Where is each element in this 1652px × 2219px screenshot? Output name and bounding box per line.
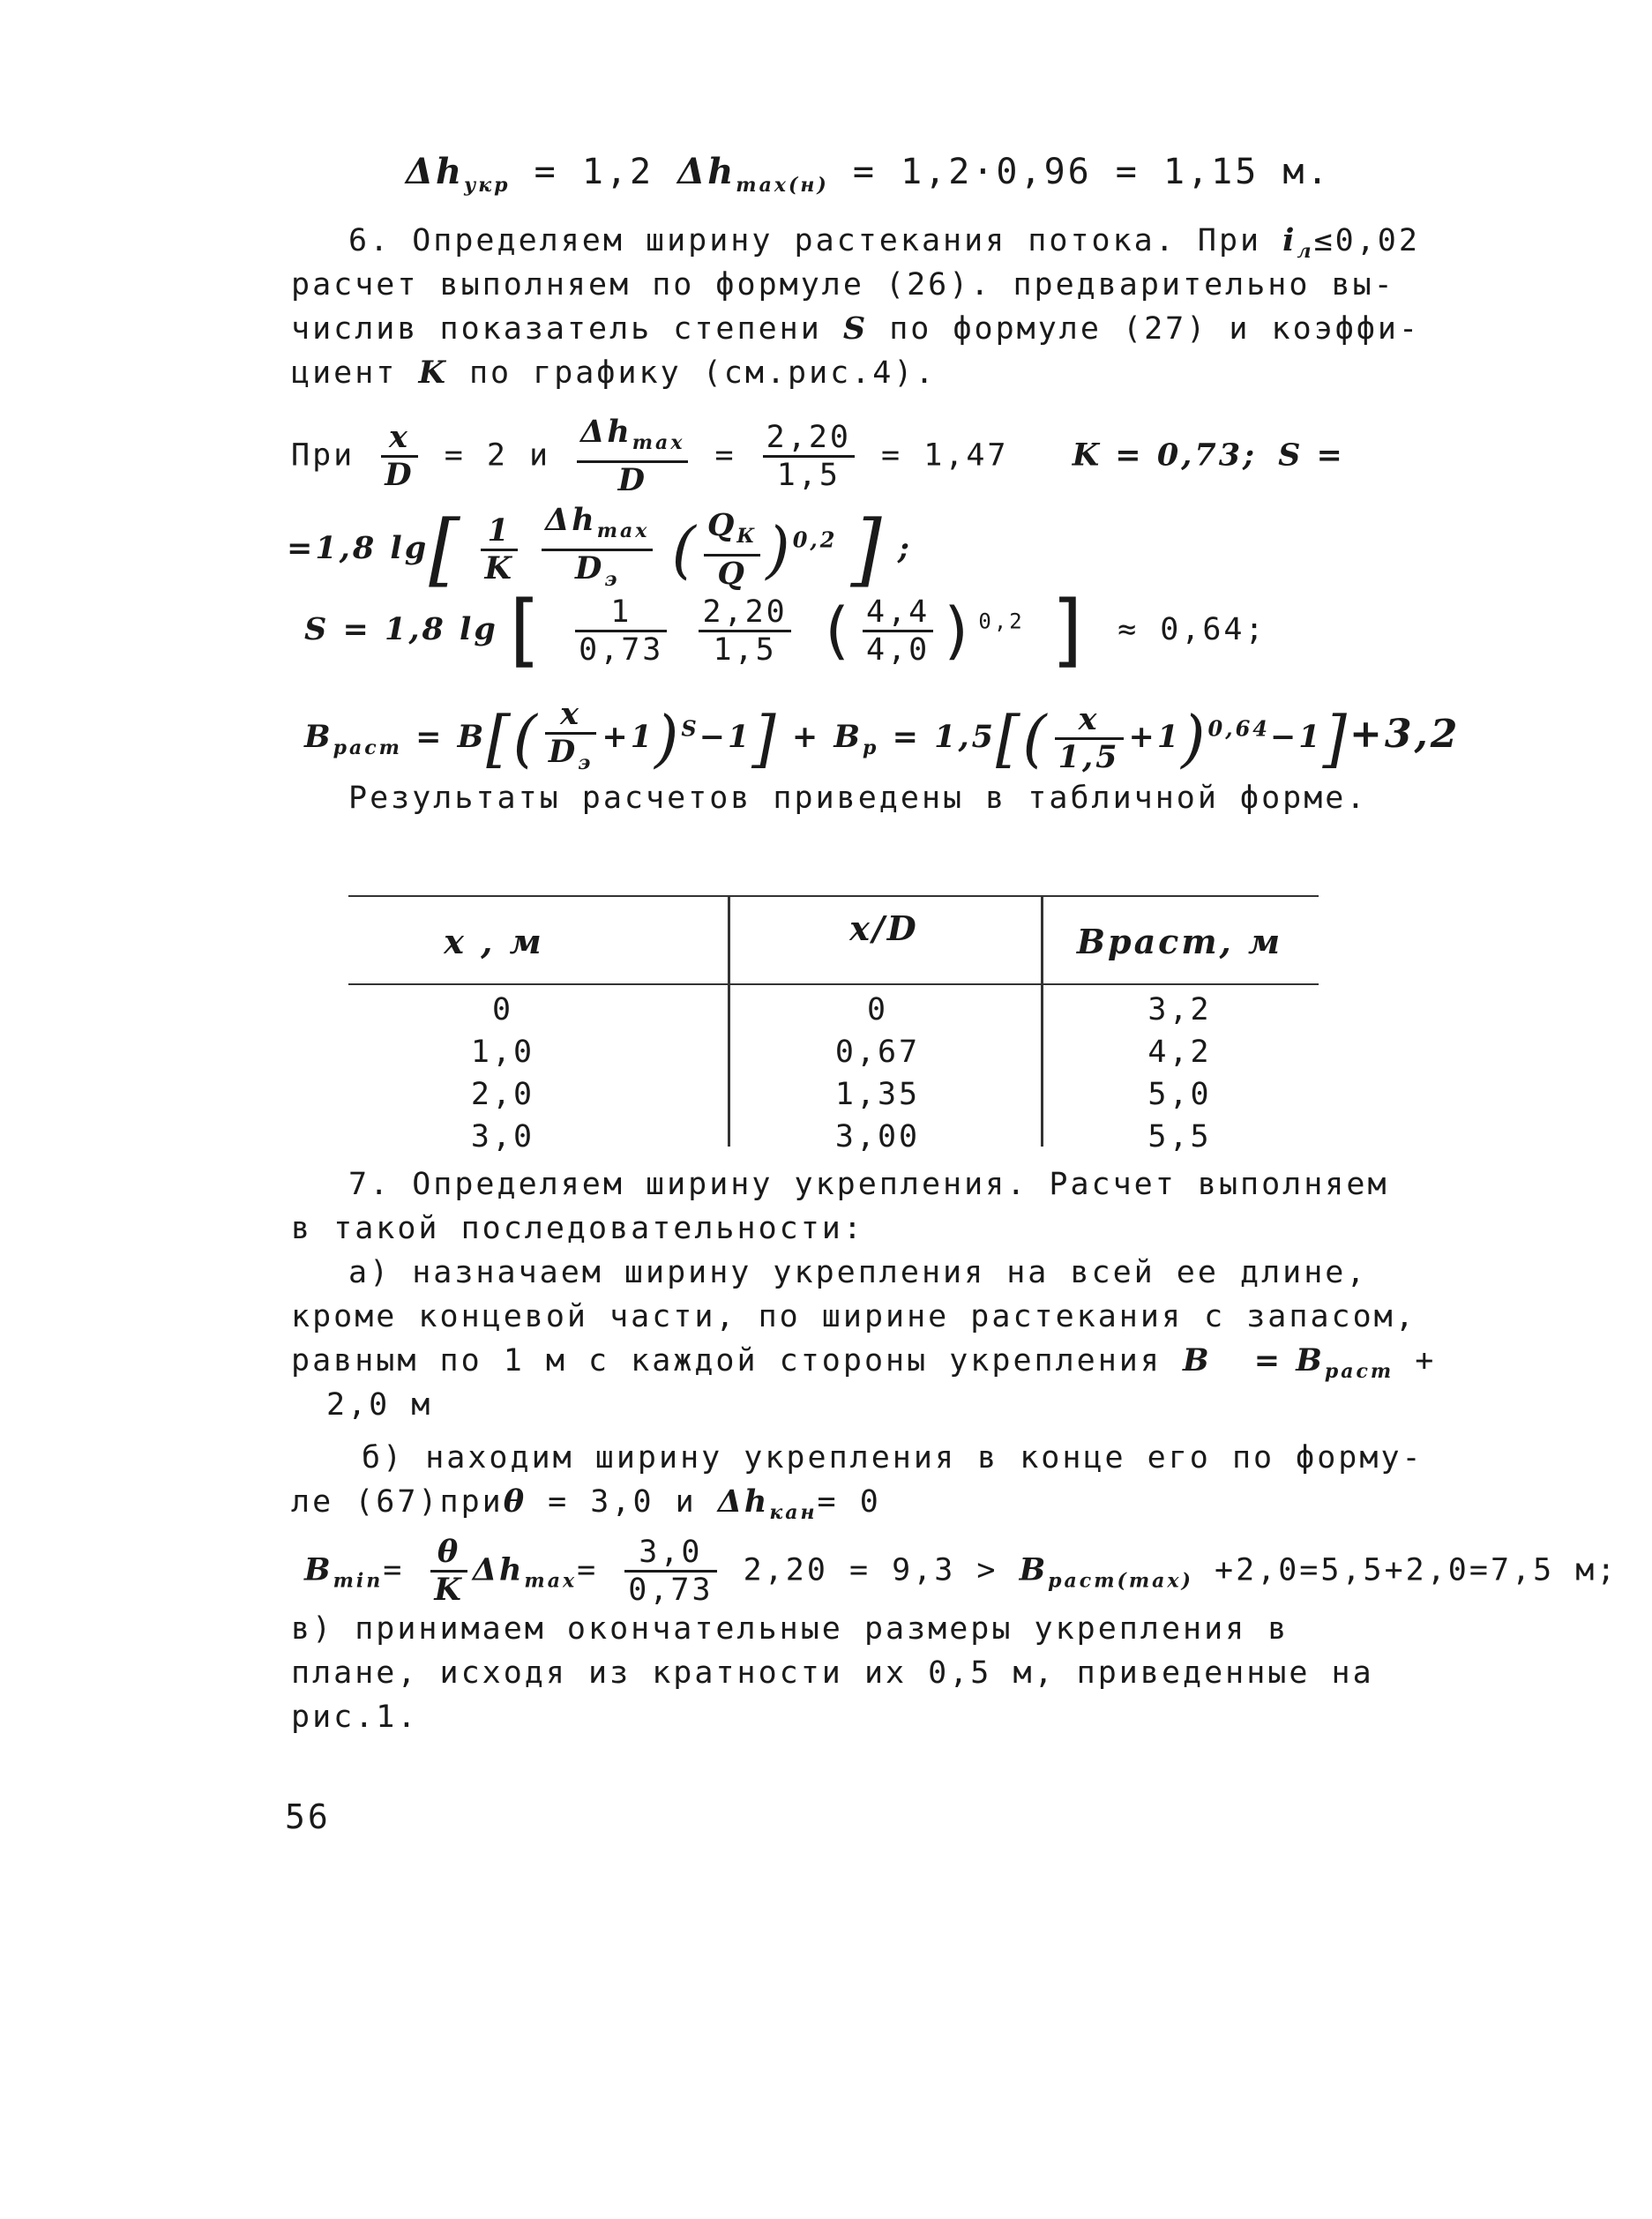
para-v-line2: плане, исходя из кратности их 0,5 м, приведенные на [291, 1655, 1374, 1691]
para7-a1: а) назначаем ширину укрепления на всей ее длине, [348, 1255, 1368, 1290]
table-cell: 0,67 [834, 1035, 921, 1070]
table-cell: 3,2 [1147, 992, 1212, 1027]
table-cell: 0 [866, 992, 889, 1027]
para7-line2: в такой последовательности: [291, 1211, 864, 1246]
table-cell: 3,00 [834, 1119, 921, 1154]
equation-b-spread: $B_{раст} = B$[( $\frac{x}{D_э}$ $+1)^S-1] + B_р = 1,5$[( $\frac{x}{1,5}$ +1)$^{0,64}$−1]+3,2 [304, 696, 1461, 775]
table-cell: 2,0 [470, 1077, 535, 1112]
results-table [348, 895, 1319, 1154]
table-cell: 1,35 [834, 1077, 921, 1112]
para6-line3: числив показатель степени S по формуле (27) и коэффи- [291, 310, 1421, 347]
formula-top: $\Delta h_{укр} = 1,2$ $\Delta h_{max(н)} = 1,2\cdot 0,96 = 1,15$ м. [406, 151, 1331, 197]
table-cell: 5,0 [1147, 1077, 1212, 1112]
page-number: 56 [285, 1797, 331, 1836]
table-header-rule [348, 983, 1319, 985]
results-line: Результаты расчетов приведены в табличной форме. [348, 781, 1368, 816]
table-header-x: x , м [444, 922, 544, 961]
table-header-b-spread: Bраст, м [1076, 922, 1283, 961]
equation-b-min: $B_{min}=$ $\frac{\theta}{K}$ $\Delta h_{max}=$ $\frac{3,0}{0,73}$ $2,20 = 9,3 > B_{раст(max)} +2,0=5,5+2,0=7,5$ м; [304, 1534, 1618, 1608]
table-cell: 5,5 [1147, 1119, 1212, 1154]
equation-s-numeric: S = 1,8 lg[ $\frac{1}{0,73}$ $\frac{2,20}{1,5}$ ( $\frac{4,4}{4,0}$ )$^{0,2}$ ] ≈ 0,64; [304, 584, 1267, 676]
para7-a4: 2,0 м [326, 1387, 433, 1423]
para7-b2: ле (67)приθ = 3,0 и $\Delta h_{кан}= 0$ [291, 1483, 881, 1524]
para7-line1: 7. Определяем ширину укрепления. Расчет выполняем [348, 1167, 1389, 1202]
para-v-line1: в) принимаем окончательные размеры укрепления в [291, 1611, 1289, 1647]
table-cell: 3,0 [470, 1119, 535, 1154]
table-cell: 1,0 [470, 1035, 535, 1070]
para6-line4: циент K по графику (см.рис.4). [291, 355, 937, 391]
para6-line2: расчет выполняем по формуле (26). предварительно вы- [291, 267, 1395, 303]
table-cell: 0 [491, 992, 514, 1027]
para-v-line3: рис.1. [291, 1700, 419, 1735]
equation-s-general: =1,8 lg[ $\frac{1}{K}$ $\frac{\Delta h_{max}}{D_э}$ ( $\frac{Q_К}{Q}$ )$^{0,2}$ ] ; [287, 502, 912, 596]
para7-b1: б) находим ширину укрепления в конце его по форму- [362, 1440, 1424, 1476]
para7-a2: кроме концевой части, по ширине растекания с запасом, [291, 1299, 1417, 1334]
equation-conditions: При $\frac{x}{D}$ = 2 и $\frac{\Delta h_{max}}{D}$ = $\frac{2,20}{1,5}$ = 1,47 K = 0,73; S = [291, 414, 1345, 498]
table-header-x-over-d: x/D [849, 908, 919, 948]
para6-line1: 6. Определяем ширину растекания потока. При $i_л\le 0,02$ [348, 222, 1420, 263]
para7-a3: равным по 1 м с каждой стороны укрепления $B = B_{раст}$ + [291, 1342, 1437, 1383]
table-top-rule [348, 895, 1319, 897]
table-cell: 4,2 [1147, 1035, 1212, 1070]
